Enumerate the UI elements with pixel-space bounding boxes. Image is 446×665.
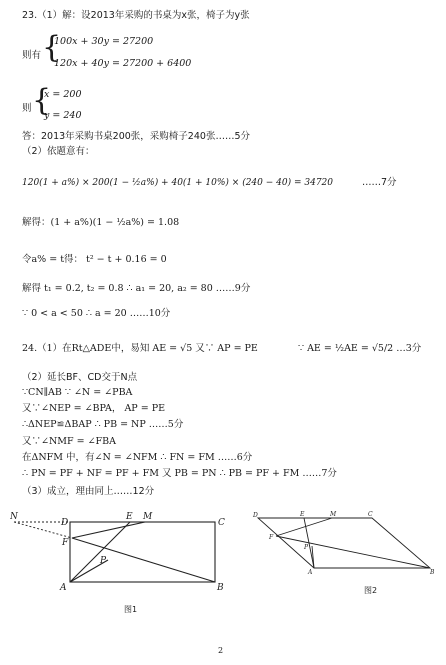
figure-2-diagram <box>252 510 437 575</box>
fig2-line-fm <box>276 518 332 536</box>
q23-main-equation: 120(1 + a%) × 200(1 − ½a%) + 40(1 + 10%) × (240 − 40) = 34720 <box>22 178 334 188</box>
fig1-line-fb <box>72 538 215 582</box>
fig2-label-b: B <box>430 569 435 575</box>
fig2-label-d: D <box>253 512 258 519</box>
figure-1-caption: 图1 <box>124 605 138 614</box>
q23-solution-y: y = 240 <box>44 110 82 121</box>
system-brace-1: { <box>42 30 62 65</box>
fig2-label-a: A <box>308 569 313 575</box>
q23-then-have: 则有 <box>22 50 42 61</box>
q24-part3: （3）成立，理由同上……12分 <box>22 486 155 497</box>
fig1-rectangle <box>70 522 215 582</box>
fig1-label-p: P <box>100 556 107 566</box>
fig1-label-f: F <box>62 538 69 548</box>
fig1-label-a: A <box>60 583 67 593</box>
q23-answer-1: 答：2013年采购书桌200张，采购椅子240张……5分 <box>22 131 250 142</box>
fig1-line-fm <box>72 522 145 538</box>
q23-part2-intro: （2）依题意有： <box>22 146 95 157</box>
fig1-label-c: C <box>218 518 225 528</box>
q24-proof-3: ∴ΔNEP≌ΔBAP ∴ PB = NP ……5分 <box>22 419 184 430</box>
fig2-label-f: F <box>269 534 274 541</box>
q23-solve-step: 解得：(1 + a%)(1 − ½a%) = 1.08 <box>22 217 180 228</box>
page-number: 2 <box>218 646 224 655</box>
q24-proof-5: 在ΔNFM 中，有∠N = ∠NFM ∴ FN = FM ……6分 <box>22 452 253 463</box>
q23-score-7: ……7分 <box>362 177 397 188</box>
q23-equation-2: 120x + 40y = 27200 + 6400 <box>54 58 192 69</box>
q23-roots: 解得 t₁ = 0.2, t₂ = 0.8 ∴ a₁ = 20, a₂ = 80 ……9分 <box>22 283 251 294</box>
fig1-line-ae <box>70 522 130 582</box>
figure-2-caption: 图2 <box>364 586 378 595</box>
fig2-line-fb <box>276 536 430 568</box>
q23-solution-x: x = 200 <box>44 89 82 100</box>
fig1-label-m: M <box>143 512 153 522</box>
q23-equation-1: 100x + 30y = 27200 <box>54 36 154 47</box>
fig1-label-n: N <box>10 512 18 522</box>
system-brace-2: { <box>32 83 52 118</box>
q24-part1-result: ∵ AE = ½AE = √5/2 …3分 <box>298 343 422 354</box>
figure-1-diagram <box>10 510 225 600</box>
fig2-label-m: M <box>330 511 337 518</box>
fig2-label-p: P <box>304 544 309 551</box>
fig1-label-b: B <box>217 583 224 593</box>
q23-conclusion: ∵ 0 < a < 50 ∴ a = 20 ……10分 <box>22 308 171 319</box>
fig2-parallelogram <box>258 518 430 568</box>
q24-proof-6: ∴ PN = PF + NF = PF + FM 又 PB = PN ∴ PB = PF + FM ……7分 <box>22 468 337 479</box>
q23-then: 则 <box>22 103 32 114</box>
q24-part1: 24.（1）在Rt△ADE中，易知 AE = √5 又∵ AP = PE <box>22 343 258 354</box>
q23-substitution: 令a% = t得： t² − t + 0.16 = 0 <box>22 254 167 265</box>
fig2-label-e: E <box>300 511 305 518</box>
q24-proof-2: 又∵∠NEP = ∠BPA， AP = PE <box>22 403 166 414</box>
fig1-label-d: D <box>61 518 69 528</box>
q24-proof-1: ∵CN∥AB ∵ ∠N = ∠PBA <box>22 387 133 398</box>
q23-intro: 23.（1）解：设2013年采购的书桌为x张，椅子为y张 <box>22 10 250 21</box>
q24-proof-4: 又∵∠NMF = ∠FBA <box>22 436 116 447</box>
fig2-label-c: C <box>368 511 373 518</box>
fig1-label-e: E <box>126 512 133 522</box>
q24-part2-intro: （2）延长BF、CD交于N点 <box>22 372 138 383</box>
